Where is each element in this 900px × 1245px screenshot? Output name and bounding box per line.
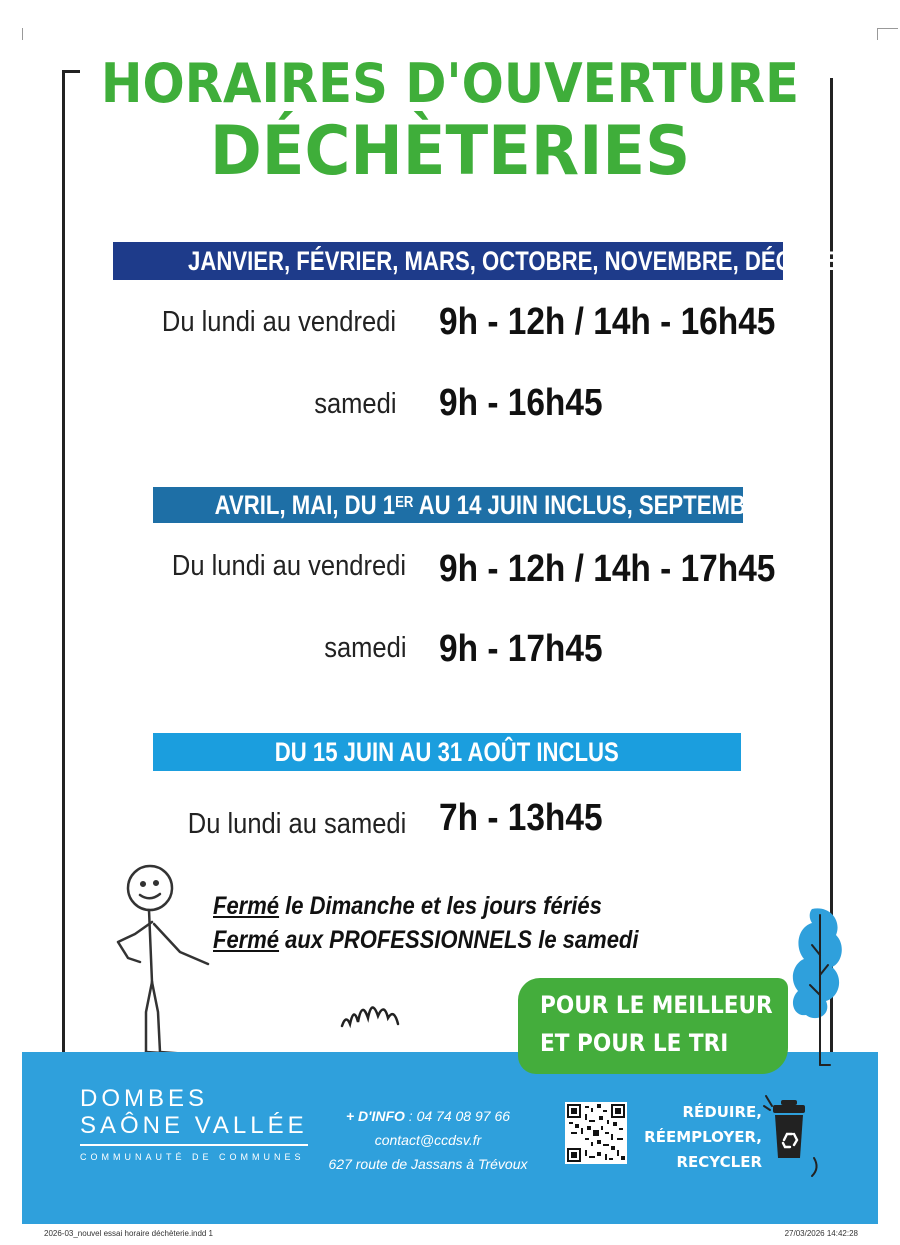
action-reduce: RÉDUIRE, (682, 1103, 762, 1121)
period2-heading-part1: AVRIL, MAI, DU 1 (214, 490, 396, 520)
period2-heading-part2: AU 14 JUIN INCLUS, SEPTEMBRE (413, 490, 777, 520)
tree-illustration (790, 905, 850, 1070)
closed-sunday-note (213, 892, 602, 921)
period2-heading-band (153, 487, 777, 523)
closed-professionals-note (213, 926, 638, 955)
period1-heading-band (113, 242, 872, 280)
period3-heading-band (153, 733, 741, 771)
period1-saturday-label: samedi (313, 388, 396, 420)
period3-label: Du lundi au samedi (187, 808, 406, 840)
frame-left-border (62, 70, 65, 1055)
closed-label-1: Fermé (213, 892, 280, 920)
period2-saturday-hours: 9h - 17h45 (439, 628, 603, 670)
period2-heading (215, 487, 777, 523)
phone-number: : 04 74 08 97 66 (404, 1108, 511, 1124)
logo-line3: COMMUNAUTÉ DE COMMUNES (80, 1152, 305, 1162)
info-label: + D'INFO (345, 1108, 405, 1124)
logo-line1: DOMBES (80, 1085, 209, 1112)
closed-sunday-text: le Dimanche et les jours fériés (279, 892, 602, 920)
slogan-line2: ET POUR LE TRI (540, 1029, 729, 1057)
period2-weekday-hours: 9h - 12h / 14h - 17h45 (439, 548, 776, 590)
actions-block (640, 1100, 762, 1175)
crop-mark (22, 28, 23, 40)
contact-block (318, 1104, 538, 1176)
period1-weekday-label: Du lundi au vendredi (161, 306, 396, 338)
period1-saturday-hours: 9h - 16h45 (439, 382, 603, 424)
period2-weekday-label: Du lundi au vendredi (171, 550, 406, 582)
slogan-badge (518, 978, 788, 1074)
action-reuse: RÉEMPLOYER, (644, 1128, 762, 1146)
period2-heading-superscript: ER (395, 494, 414, 511)
period1-heading: JANVIER, FÉVRIER, MARS, OCTOBRE, NOVEMBRE, DÉCEMBRE (188, 246, 872, 276)
qr-code[interactable] (565, 1102, 627, 1164)
closed-label-2: Fermé (213, 926, 280, 954)
period2-saturday-label: samedi (323, 632, 406, 664)
slogan-line1: POUR LE MEILLEUR (540, 991, 773, 1019)
community-logo (80, 1086, 308, 1162)
logo-line2: SAÔNE VALLÉE (80, 1112, 308, 1146)
email-line: contact@ccdsv.fr (374, 1132, 482, 1148)
action-recycle: RECYCLER (676, 1153, 762, 1171)
print-file-info: 2026-03_nouvel essai horaire déchèterie.indd 1 (44, 1229, 214, 1238)
print-date-info: 27/03/2026 14:42:28 (784, 1229, 858, 1238)
stick-figure-illustration (100, 862, 220, 1057)
page-title: HORAIRES D'OUVERTURE (100, 52, 800, 115)
closed-professionals-text: aux PROFESSIONNELS le samedi (279, 926, 639, 954)
recycling-bin-icon (762, 1090, 824, 1180)
period3-heading: DU 15 JUIN AU 31 AOÛT INCLUS (274, 737, 620, 767)
period3-hours: 7h - 13h45 (439, 797, 603, 839)
page-subtitle: DÉCHÈTERIES (209, 112, 691, 191)
period1-weekday-hours: 9h - 12h / 14h - 16h45 (439, 301, 776, 343)
phone-line (318, 1104, 538, 1128)
crop-mark (877, 28, 878, 40)
address-line: 627 route de Jassans à Trévoux (328, 1156, 528, 1172)
grass-doodle (338, 996, 403, 1032)
crop-mark (878, 28, 898, 29)
